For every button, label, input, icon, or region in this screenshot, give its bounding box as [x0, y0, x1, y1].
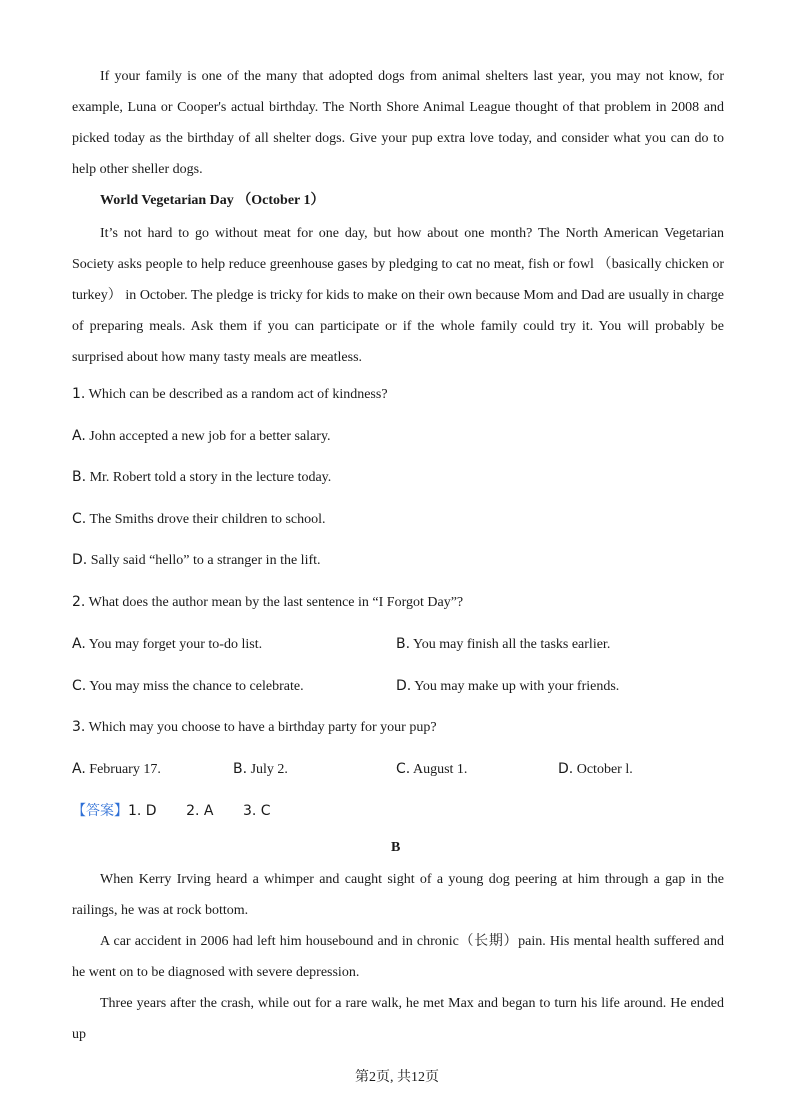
answer-tag: 【答案】	[72, 803, 128, 819]
question-number: 3.	[72, 719, 86, 735]
question-3-option-b	[233, 759, 288, 780]
question-3-option-c	[396, 759, 467, 780]
paragraph-b-3-text: Three years after the crash, while out for a rare walk, he met Max and began to turn his life around. He ended up	[72, 996, 724, 1042]
paragraph-shelter-text: If your family is one of the many that adopted dogs from animal shelters last year, you may not know, for example, Luna or Cooper's actual birthday. The North Shore Animal League thought of that problem in 2008 and picked today as the birthday of all shelter dogs. Give your pup extra love today, and consider what you can do to help other sheller dogs.	[72, 69, 724, 177]
question-text: What does the author mean by the last sentence in “I Forgot Day”?	[88, 595, 464, 610]
option-label: C.	[72, 678, 87, 694]
question-2-option-b	[396, 634, 610, 655]
question-2-option-c	[72, 676, 304, 697]
option-text: You may make up with your friends.	[414, 679, 620, 694]
question-text: Which may you choose to have a birthday party for your pup?	[88, 720, 437, 735]
paragraph-b-3	[72, 988, 724, 1050]
question-1-option-c	[72, 509, 326, 530]
option-text: The Smiths drove their children to school.	[89, 512, 326, 527]
option-label: B.	[72, 469, 87, 485]
option-label: A.	[72, 428, 86, 444]
option-text: You may forget your to-do list.	[88, 637, 263, 652]
paragraph-b-1-text: When Kerry Irving heard a whimper and caught sight of a young dog peering at him through a gap in the railings, he was at rock bottom.	[72, 872, 724, 918]
answer-item: 3. C	[242, 803, 271, 819]
option-label: D.	[72, 552, 88, 568]
question-number: 2.	[72, 594, 86, 610]
option-label: D.	[396, 678, 412, 694]
option-text: February 17.	[89, 762, 161, 777]
question-3-option-a	[72, 759, 161, 780]
option-label: A.	[72, 636, 86, 652]
heading-vegetarian-day: World Vegetarian Day （October 1）	[100, 193, 325, 208]
option-text: John accepted a new job for a better salary.	[89, 429, 331, 444]
option-text: You may finish all the tasks earlier.	[413, 637, 611, 652]
option-text: July 2.	[250, 762, 288, 777]
paragraph-shelter-dogs	[72, 61, 724, 185]
paragraph-b-2	[72, 926, 724, 988]
question-text: Which can be described as a random act of kindness?	[88, 387, 388, 402]
option-text: Sally said “hello” to a stranger in the lift.	[90, 553, 321, 568]
question-number: 1.	[72, 386, 86, 402]
question-2-option-a	[72, 634, 262, 655]
option-label: C.	[396, 761, 411, 777]
option-label: B.	[233, 761, 248, 777]
option-label: B.	[396, 636, 411, 652]
question-3-option-d	[558, 759, 633, 780]
option-text: You may miss the chance to celebrate.	[89, 679, 304, 694]
paragraph-b-2-text: A car accident in 2006 had left him housebound and in chronic（长期）pain. His mental health suffered and he went on to be diagnosed with severe depression.	[72, 934, 724, 980]
question-2	[72, 592, 463, 613]
option-text: August 1.	[412, 762, 468, 777]
option-text: October l.	[576, 762, 633, 777]
paragraph-b-1	[72, 864, 724, 926]
option-text: Mr. Robert told a story in the lecture today.	[89, 470, 332, 485]
paragraph-vegetarian-text: It’s not hard to go without meat for one day, but how about one month? The North American Vegetarian Society asks people to help reduce greenhouse gases by pledging to cat no meat, fish or fowl （basically chicken or turkey） in October. The pledge is tricky for kids to make on their own because Mom and Dad are usually in charge of preparing meals. Ask them if you can participate or if the whole family could try it. You will probably be surprised about how many tasty meals are meatless.	[72, 226, 724, 365]
option-label: A.	[72, 761, 86, 777]
question-1-option-b	[72, 467, 331, 488]
answer-item: 1. D	[128, 803, 157, 819]
question-1-option-a	[72, 426, 331, 447]
question-1	[72, 384, 388, 405]
question-3	[72, 717, 437, 738]
passage-b-title: B	[391, 840, 401, 855]
answer-item: 2. A	[186, 803, 214, 819]
paragraph-vegetarian	[72, 218, 724, 373]
answer-key	[72, 801, 271, 822]
question-2-option-d	[396, 676, 619, 697]
page-footer: 第2页, 共12页	[355, 1070, 439, 1085]
question-1-option-d	[72, 550, 321, 571]
option-label: D.	[558, 761, 574, 777]
option-label: C.	[72, 511, 87, 527]
